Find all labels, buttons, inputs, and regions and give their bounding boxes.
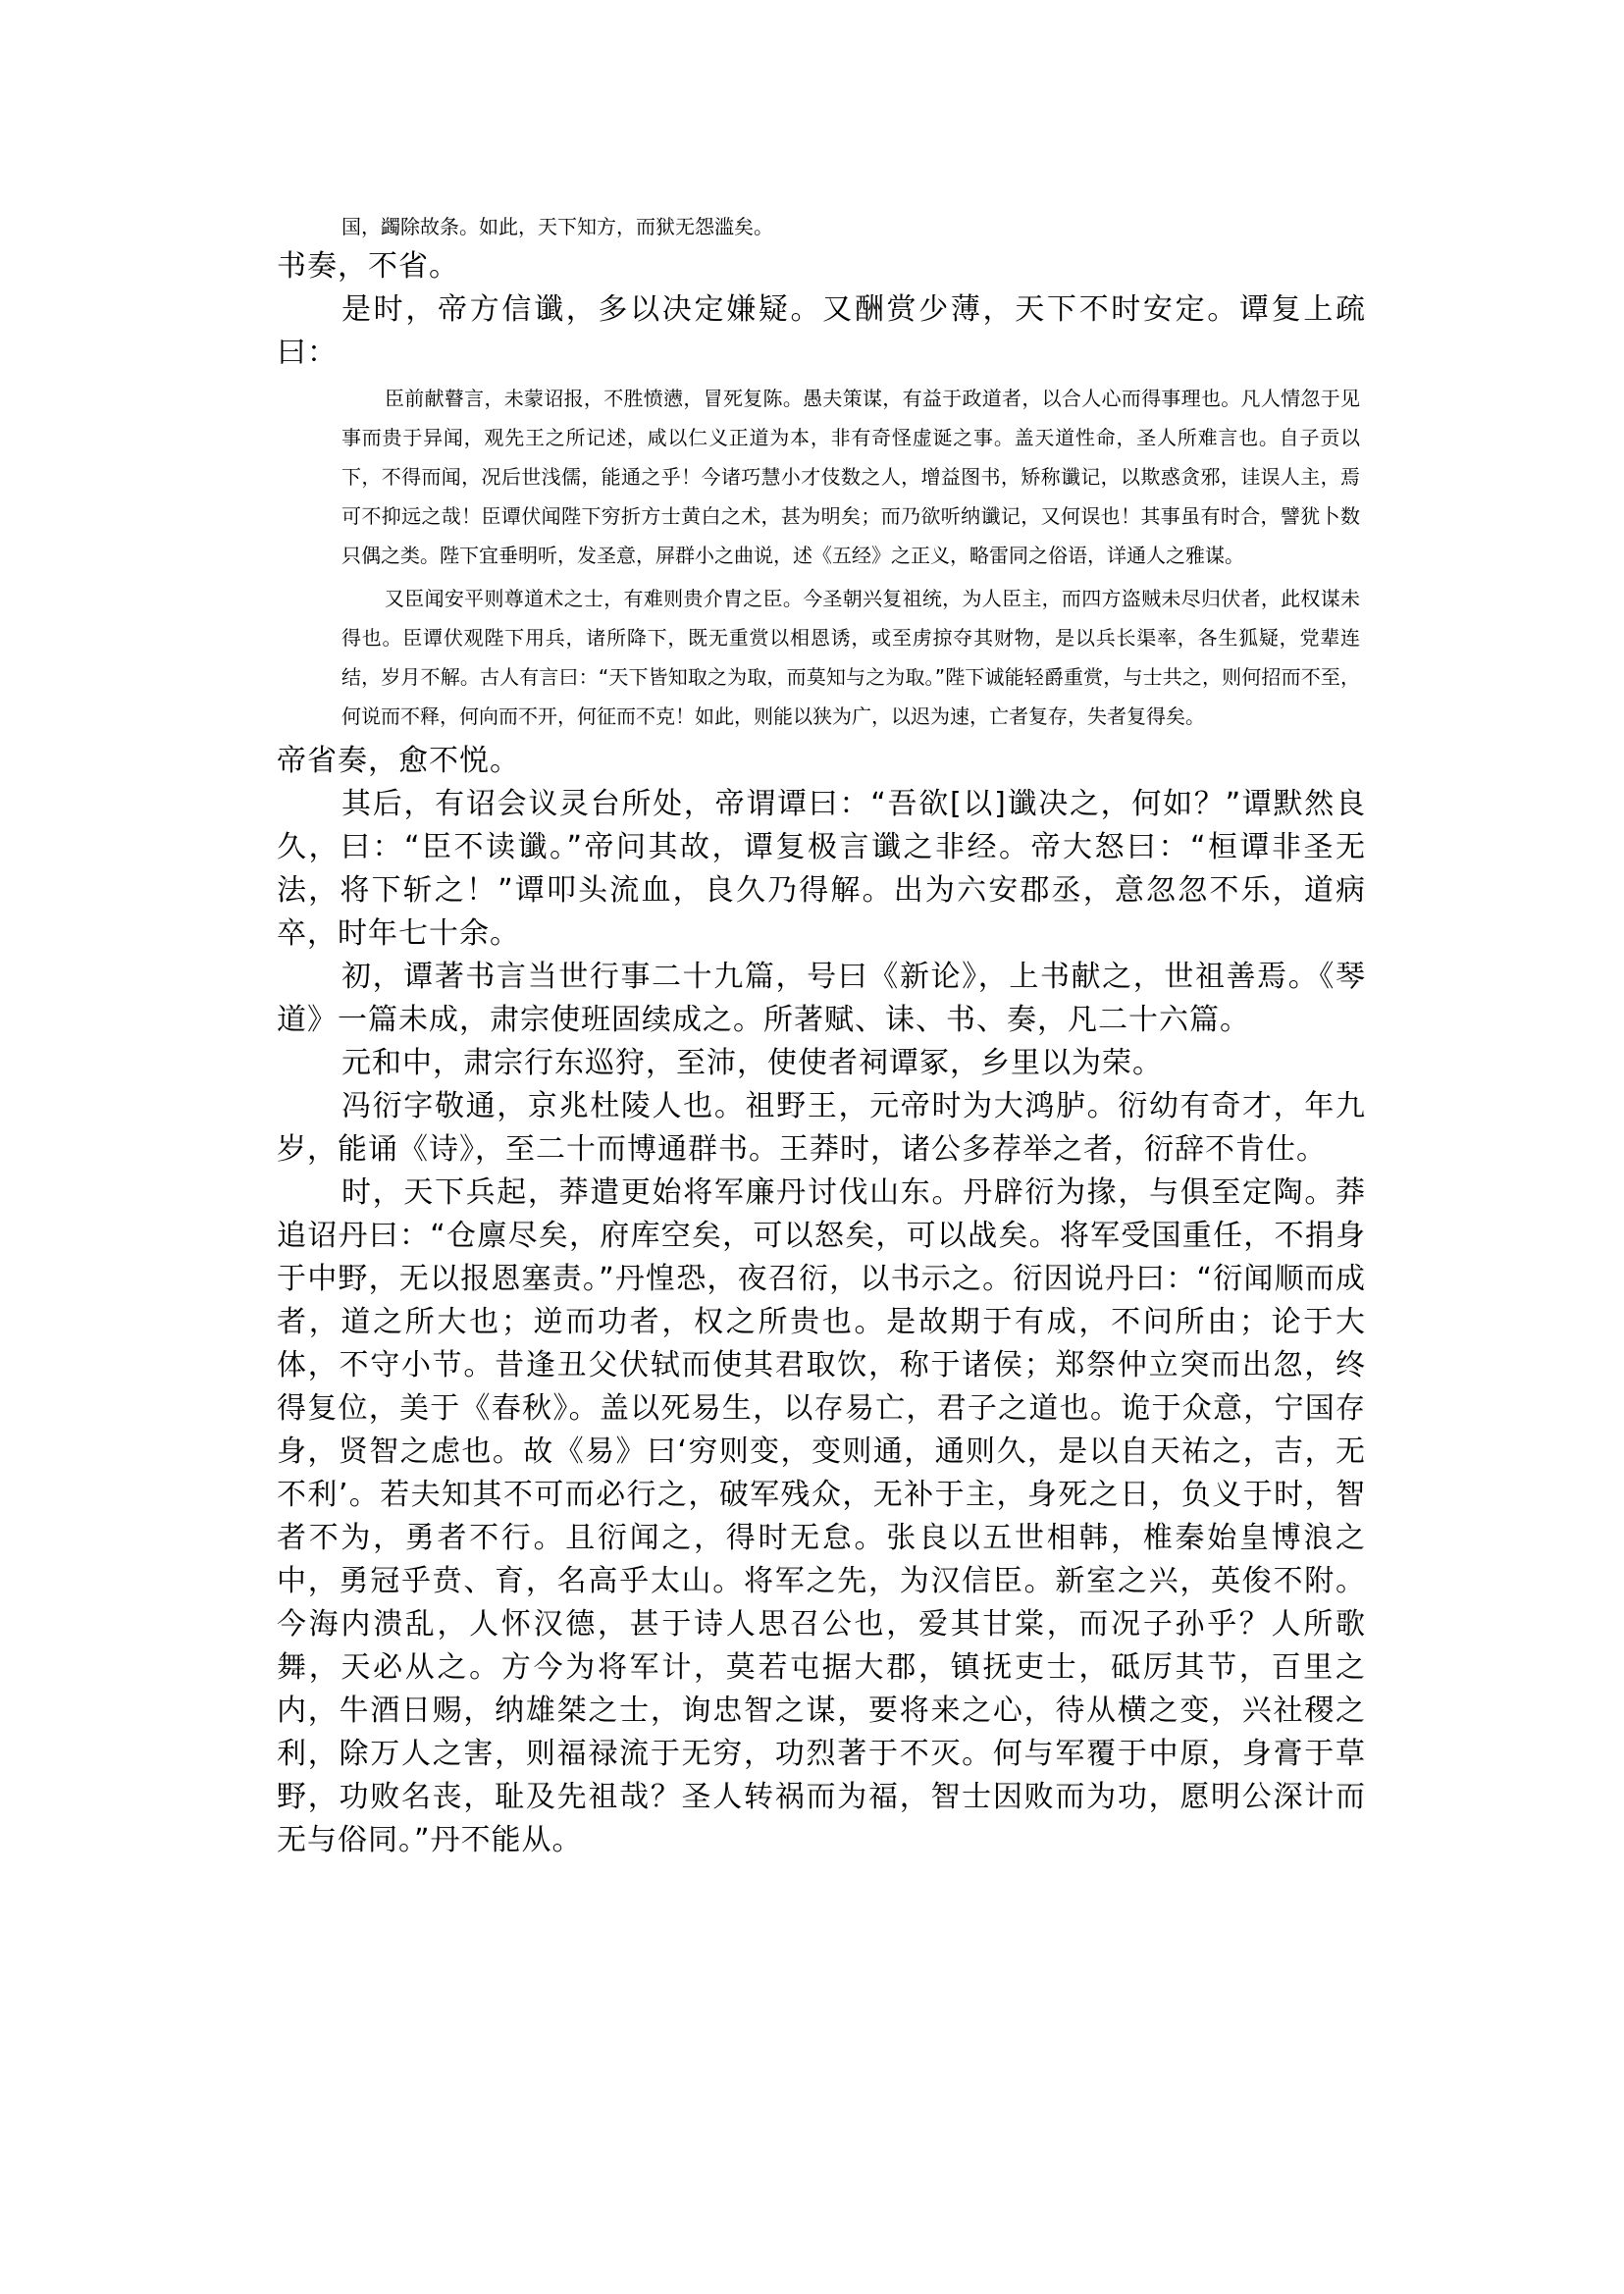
- paragraph-shi: 时，天下兵起，莽遣更始将军廉丹讨伐山东。丹辟衍为掾，与俱至定陶。莽追诏丹曰：“仓廪尽矣，府库空矣，可以怒矣，可以战矣。将军受国重任，不捐身于中野，无以报恩塞责。”丹惶恐，夜召衍，以书示之。衍因说丹曰：“衍闻顺而成者，道之所大也；逆而功者，权之所贵也。是故期于有成，不问所由；论于大体，不守小节。昔逢丑父伏轼而使其君取饮，称于诸侯；郑祭仲立突而出忽，终得复位，美于《春秋》。盖以死易生，以存易亡，君子之道也。诡于众意，宁国存身，贤智之虑也。故《易》曰‘穷则变，变则通，通则久，是以自天祐之，吉，无不利’。若夫知其不可而必行之，破军残众，无补于主，身死之日，负义于时，智者不为，勇者不行。且衍闻之，得时无怠。张良以五世相韩，椎秦始皇博浪之中，勇冠乎贲、育，名高乎太山。将军之先，为汉信臣。新室之兴，英俊不附。今海内溃乱，人怀汉德，甚于诗人思召公也，爱其甘棠，而况子孙乎？人所歌舞，天必从之。方今为将军计，莫若屯据大郡，镇抚吏士，砥厉其节，百里之内，牛酒日赐，纳雄桀之士，询忠智之谋，要将来之心，待从横之变，兴社稷之利，除万人之害，则福禄流于无穷，功烈著于不灭。何与军覆于中原，身膏于草野，功败名丧，耻及先祖哉？圣人转祸而为福，智士因败而为功，愿明公深计而无与俗同。”丹不能从。: [277, 1175, 1366, 1857]
- paragraph-chu: 初，谭著书言当世行事二十九篇，号曰《新论》，上书献之，世祖善焉。《琴道》一篇未成，肃宗使班固续成之。所著赋、诔、书、奏，凡二十六篇。: [277, 960, 1366, 1037]
- memorial-paragraph-2: 又臣闻安平则尊道术之士，有难则贵介胄之臣。今圣朝兴复祖统，为人臣主，而四方盗贼未尽归伏者，此权谋未得也。臣谭伏观陛下用兵，诸所降下，既无重赏以相恩诱，或至虏掠夺其财物，是以兵长渠率，各生狐疑，党辈连结，岁月不解。古人有言曰：“天下皆知取之为取，而莫知与之为取。”陛下诚能轻爵重赏，与士共之，则何招而不至，何说而不释，何向而不开，何征而不克！如此，则能以狭为广，以迟为速，亡者复存，失者复得矣。: [341, 587, 1360, 728]
- paragraph-shuzou: 书奏，不省。: [277, 249, 459, 284]
- paragraph-shishi: 是时，帝方信谶，多以决定嫌疑。又酬赏少薄，天下不时安定。谭复上疏曰：: [277, 292, 1366, 370]
- paragraph-dixing: 帝省奏，愈不悦。: [277, 744, 520, 778]
- memorial-paragraph-1: 臣前献瞽言，未蒙诏报，不胜愤懑，冒死复陈。愚夫策谋，有益于政道者，以合人心而得事理也。凡人情忽于见事而贵于异闻，观先王之所记述，咸以仁义正道为本，非有奇怪虚诞之事。盖天道性命，圣人所难言也。自子贡以下，不得而闻，况后世浅儒，能通之乎！今诸巧慧小才伎数之人，增益图书，矫称谶记，以欺惑贪邪，诖误人主，焉可不抑远之哉！臣谭伏闻陛下穷折方士黄白之术，甚为明矣；而乃欲听纳谶记，又何误也！其事虽有时合，譬犹卜数只偶之类。陛下宜垂明听，发圣意，屏群小之曲说，述《五经》之正义，略雷同之俗语，详通人之雅谋。: [341, 387, 1360, 567]
- memorial-tail-line: 国，蠲除故条。如此，天下知方，而狱无怨滥矣。: [341, 215, 773, 238]
- paragraph-fengyan: 冯衍字敬通，京兆杜陵人也。祖野王，元帝时为大鸿胪。衍幼有奇才，年九岁，能诵《诗》，至二十而博通群书。王莽时，诸公多荐举之者，衍辞不肯仕。: [277, 1089, 1366, 1167]
- paragraph-yuanhe: 元和中，肃宗行东巡狩，至沛，使使者祠谭冢，乡里以为荣。: [341, 1046, 1163, 1080]
- memorial-block: [277, 379, 1366, 736]
- paragraph-qihou: 其后，有诏会议灵台所处，帝谓谭曰：“吾欲[以]谶决之，何如？”谭默然良久，曰：“臣不读谶。”帝问其故，谭复极言谶之非经。帝大怒曰：“桓谭非圣无法，将下斩之！”谭叩头流血，良久乃得解。出为六安郡丞，意忽忽不乐，道病卒，时年七十余。: [277, 787, 1366, 951]
- text-body: [277, 208, 1366, 1862]
